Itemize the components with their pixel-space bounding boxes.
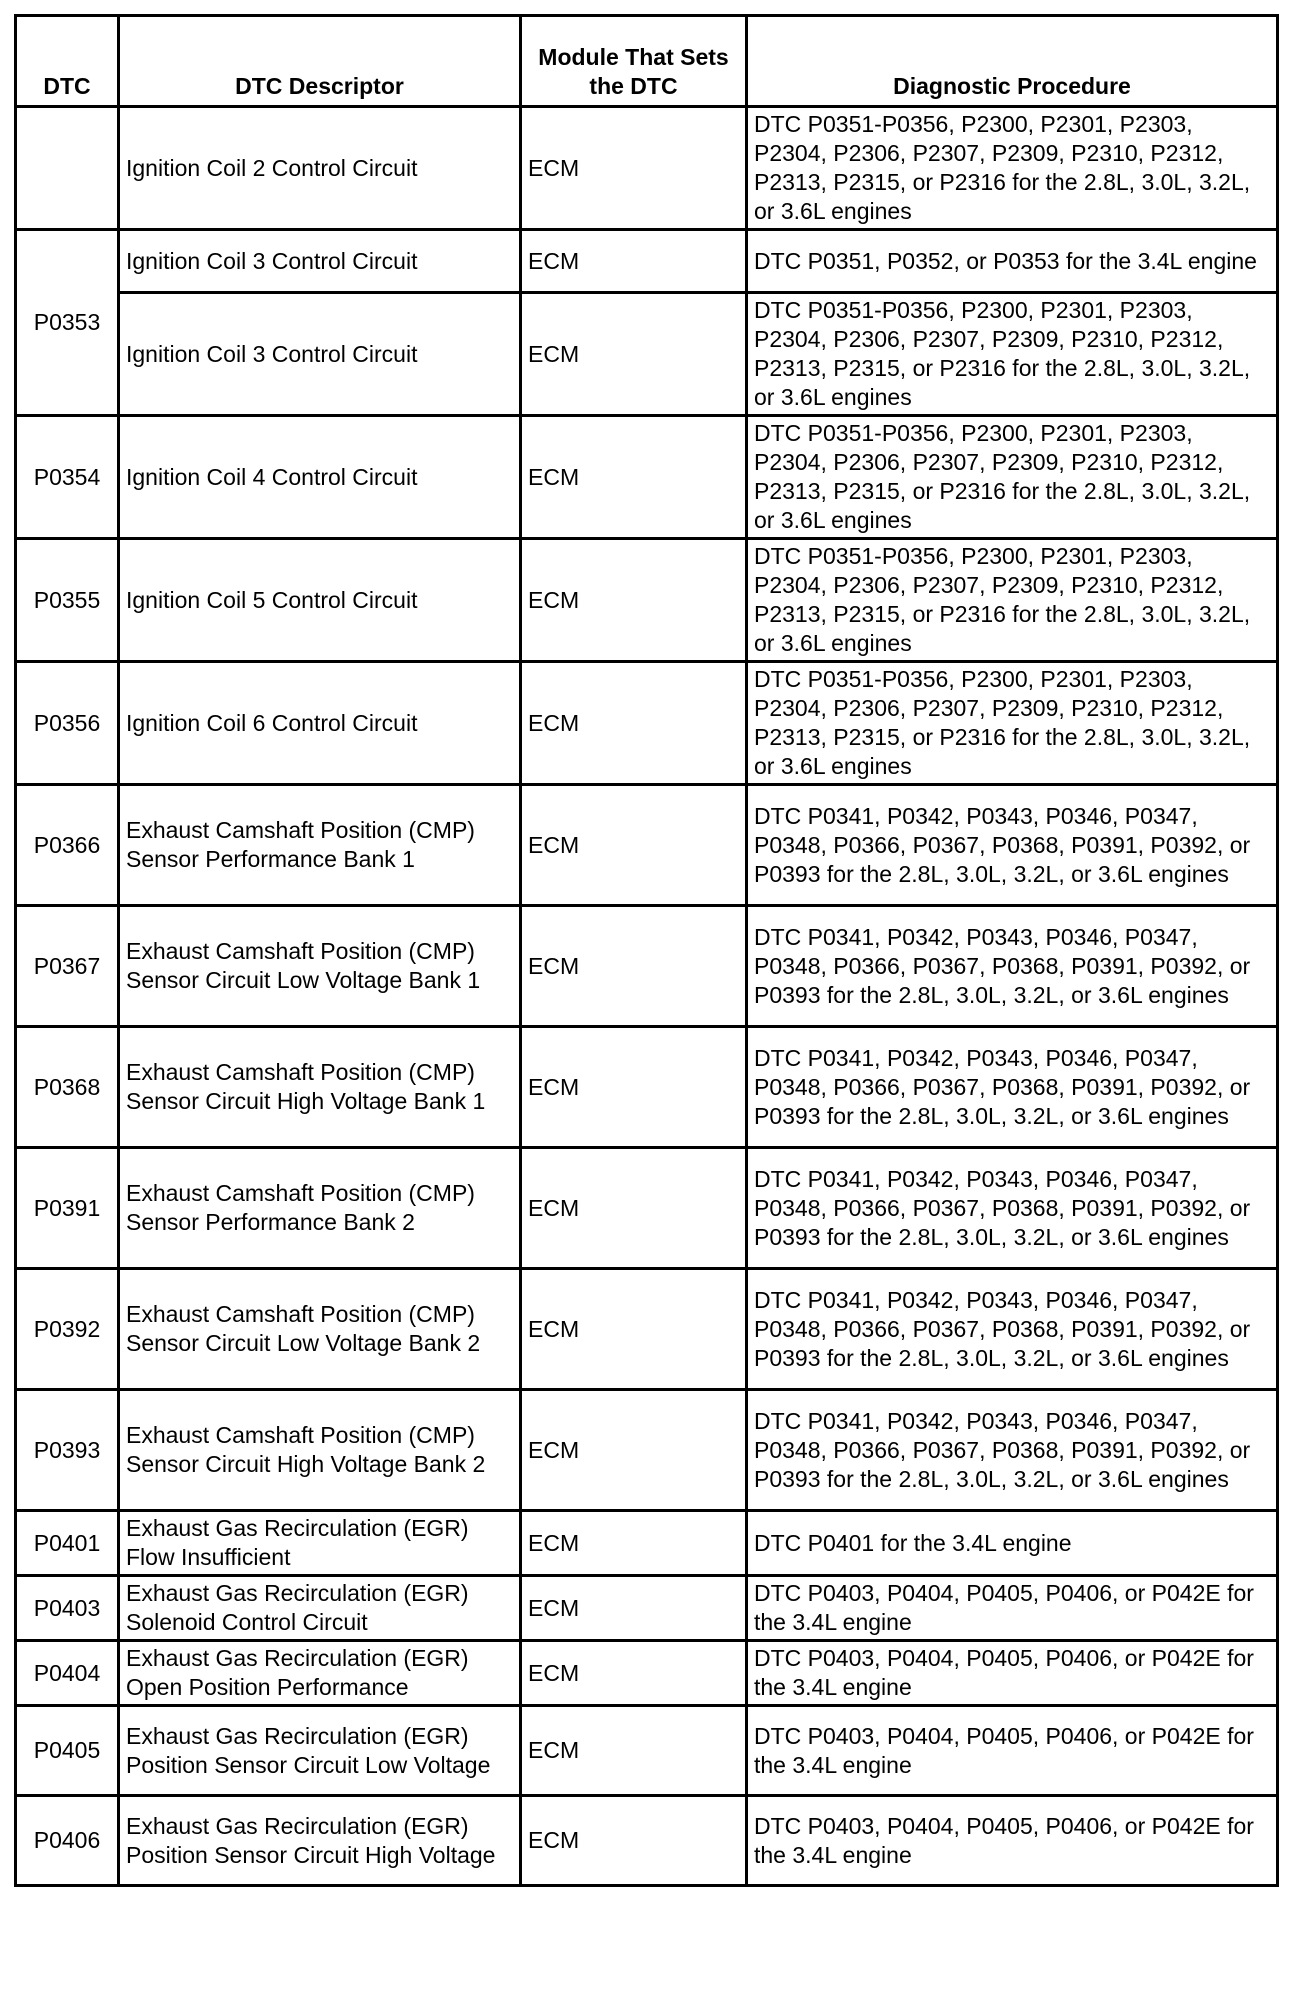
table-row <box>16 107 1278 230</box>
header-dtc: DTC <box>16 16 119 107</box>
dtc-code-cell: P0405 <box>16 1706 119 1796</box>
procedure-cell: DTC P0351, P0352, or P0353 for the 3.4L engine <box>747 230 1278 293</box>
procedure-cell: DTC P0341, P0342, P0343, P0346, P0347, P0348, P0366, P0367, P0368, P0391, P0392, or P0393 for the 2.8L, 3.0L, 3.2L, or 3.6L engines <box>747 1027 1278 1148</box>
header-procedure: Diagnostic Procedure <box>747 16 1278 107</box>
dtc-code-cell: P0356 <box>16 662 119 785</box>
module-cell: ECM <box>521 1576 747 1641</box>
descriptor-cell: Exhaust Camshaft Position (CMP) Sensor Circuit Low Voltage Bank 1 <box>119 906 521 1027</box>
table-row <box>16 1390 1278 1511</box>
module-cell: ECM <box>521 906 747 1027</box>
dtc-code-cell: P0366 <box>16 785 119 906</box>
dtc-code-cell: P0355 <box>16 539 119 662</box>
header-module: Module That Sets the DTC <box>521 16 747 107</box>
table-row <box>16 1706 1278 1796</box>
descriptor-cell: Ignition Coil 4 Control Circuit <box>119 416 521 539</box>
module-cell: ECM <box>521 1148 747 1269</box>
descriptor-cell: Exhaust Camshaft Position (CMP) Sensor Circuit High Voltage Bank 1 <box>119 1027 521 1148</box>
module-cell: ECM <box>521 1269 747 1390</box>
module-cell: ECM <box>521 1027 747 1148</box>
module-cell: ECM <box>521 293 747 416</box>
procedure-cell: DTC P0351-P0356, P2300, P2301, P2303, P2304, P2306, P2307, P2309, P2310, P2312, P2313, P2315, or P2316 for the 2.8L, 3.0L, 3.2L, or 3.6L engines <box>747 539 1278 662</box>
document-page <box>14 14 1279 1887</box>
dtc-code-cell: P0406 <box>16 1796 119 1886</box>
procedure-cell: DTC P0403, P0404, P0405, P0406, or P042E for the 3.4L engine <box>747 1641 1278 1706</box>
descriptor-cell: Exhaust Camshaft Position (CMP) Sensor Circuit High Voltage Bank 2 <box>119 1390 521 1511</box>
procedure-cell: DTC P0401 for the 3.4L engine <box>747 1511 1278 1576</box>
module-cell: ECM <box>521 1706 747 1796</box>
procedure-cell: DTC P0341, P0342, P0343, P0346, P0347, P0348, P0366, P0367, P0368, P0391, P0392, or P0393 for the 2.8L, 3.0L, 3.2L, or 3.6L engines <box>747 906 1278 1027</box>
module-cell: ECM <box>521 1796 747 1886</box>
descriptor-cell: Ignition Coil 3 Control Circuit <box>119 293 521 416</box>
descriptor-cell: Exhaust Gas Recirculation (EGR) Position Sensor Circuit Low Voltage <box>119 1706 521 1796</box>
dtc-code-cell: P0401 <box>16 1511 119 1576</box>
dtc-code-cell: P0367 <box>16 906 119 1027</box>
table-row <box>16 785 1278 906</box>
descriptor-cell: Ignition Coil 6 Control Circuit <box>119 662 521 785</box>
dtc-code-cell <box>16 107 119 230</box>
descriptor-cell: Exhaust Gas Recirculation (EGR) Flow Insufficient <box>119 1511 521 1576</box>
procedure-cell: DTC P0341, P0342, P0343, P0346, P0347, P0348, P0366, P0367, P0368, P0391, P0392, or P0393 for the 2.8L, 3.0L, 3.2L, or 3.6L engines <box>747 1390 1278 1511</box>
table-row <box>16 1511 1278 1576</box>
dtc-code-cell: P0391 <box>16 1148 119 1269</box>
dtc-code-cell: P0354 <box>16 416 119 539</box>
table-row <box>16 230 1278 293</box>
descriptor-cell: Exhaust Camshaft Position (CMP) Sensor Circuit Low Voltage Bank 2 <box>119 1269 521 1390</box>
module-cell: ECM <box>521 1641 747 1706</box>
module-cell: ECM <box>521 662 747 785</box>
table-row <box>16 1269 1278 1390</box>
table-row <box>16 1641 1278 1706</box>
header-descriptor: DTC Descriptor <box>119 16 521 107</box>
descriptor-cell: Exhaust Camshaft Position (CMP) Sensor Performance Bank 2 <box>119 1148 521 1269</box>
table-row <box>16 539 1278 662</box>
descriptor-cell: Ignition Coil 3 Control Circuit <box>119 230 521 293</box>
module-cell: ECM <box>521 416 747 539</box>
procedure-cell: DTC P0341, P0342, P0343, P0346, P0347, P0348, P0366, P0367, P0368, P0391, P0392, or P0393 for the 2.8L, 3.0L, 3.2L, or 3.6L engines <box>747 1148 1278 1269</box>
table-row <box>16 293 1278 416</box>
dtc-code-cell: P0353 <box>16 230 119 416</box>
table-row <box>16 1576 1278 1641</box>
descriptor-cell: Ignition Coil 2 Control Circuit <box>119 107 521 230</box>
procedure-cell: DTC P0351-P0356, P2300, P2301, P2303, P2304, P2306, P2307, P2309, P2310, P2312, P2313, P2315, or P2316 for the 2.8L, 3.0L, 3.2L, or 3.6L engines <box>747 662 1278 785</box>
descriptor-cell: Exhaust Gas Recirculation (EGR) Solenoid Control Circuit <box>119 1576 521 1641</box>
dtc-code-cell: P0393 <box>16 1390 119 1511</box>
procedure-cell: DTC P0351-P0356, P2300, P2301, P2303, P2304, P2306, P2307, P2309, P2310, P2312, P2313, P2315, or P2316 for the 2.8L, 3.0L, 3.2L, or 3.6L engines <box>747 107 1278 230</box>
dtc-table <box>14 14 1279 1887</box>
dtc-code-cell: P0403 <box>16 1576 119 1641</box>
header-row <box>16 16 1278 107</box>
module-cell: ECM <box>521 230 747 293</box>
module-cell: ECM <box>521 107 747 230</box>
table-row <box>16 416 1278 539</box>
table-row <box>16 1148 1278 1269</box>
dtc-code-cell: P0404 <box>16 1641 119 1706</box>
module-cell: ECM <box>521 1511 747 1576</box>
procedure-cell: DTC P0341, P0342, P0343, P0346, P0347, P0348, P0366, P0367, P0368, P0391, P0392, or P0393 for the 2.8L, 3.0L, 3.2L, or 3.6L engines <box>747 1269 1278 1390</box>
table-row <box>16 906 1278 1027</box>
dtc-code-cell: P0392 <box>16 1269 119 1390</box>
module-cell: ECM <box>521 539 747 662</box>
procedure-cell: DTC P0341, P0342, P0343, P0346, P0347, P0348, P0366, P0367, P0368, P0391, P0392, or P0393 for the 2.8L, 3.0L, 3.2L, or 3.6L engines <box>747 785 1278 906</box>
procedure-cell: DTC P0351-P0356, P2300, P2301, P2303, P2304, P2306, P2307, P2309, P2310, P2312, P2313, P2315, or P2316 for the 2.8L, 3.0L, 3.2L, or 3.6L engines <box>747 293 1278 416</box>
procedure-cell: DTC P0403, P0404, P0405, P0406, or P042E for the 3.4L engine <box>747 1706 1278 1796</box>
module-cell: ECM <box>521 785 747 906</box>
procedure-cell: DTC P0351-P0356, P2300, P2301, P2303, P2304, P2306, P2307, P2309, P2310, P2312, P2313, P2315, or P2316 for the 2.8L, 3.0L, 3.2L, or 3.6L engines <box>747 416 1278 539</box>
table-row <box>16 1796 1278 1886</box>
descriptor-cell: Ignition Coil 5 Control Circuit <box>119 539 521 662</box>
module-cell: ECM <box>521 1390 747 1511</box>
procedure-cell: DTC P0403, P0404, P0405, P0406, or P042E for the 3.4L engine <box>747 1576 1278 1641</box>
table-row <box>16 662 1278 785</box>
descriptor-cell: Exhaust Camshaft Position (CMP) Sensor Performance Bank 1 <box>119 785 521 906</box>
procedure-cell: DTC P0403, P0404, P0405, P0406, or P042E for the 3.4L engine <box>747 1796 1278 1886</box>
dtc-code-cell: P0368 <box>16 1027 119 1148</box>
descriptor-cell: Exhaust Gas Recirculation (EGR) Position Sensor Circuit High Voltage <box>119 1796 521 1886</box>
table-row <box>16 1027 1278 1148</box>
descriptor-cell: Exhaust Gas Recirculation (EGR) Open Position Performance <box>119 1641 521 1706</box>
